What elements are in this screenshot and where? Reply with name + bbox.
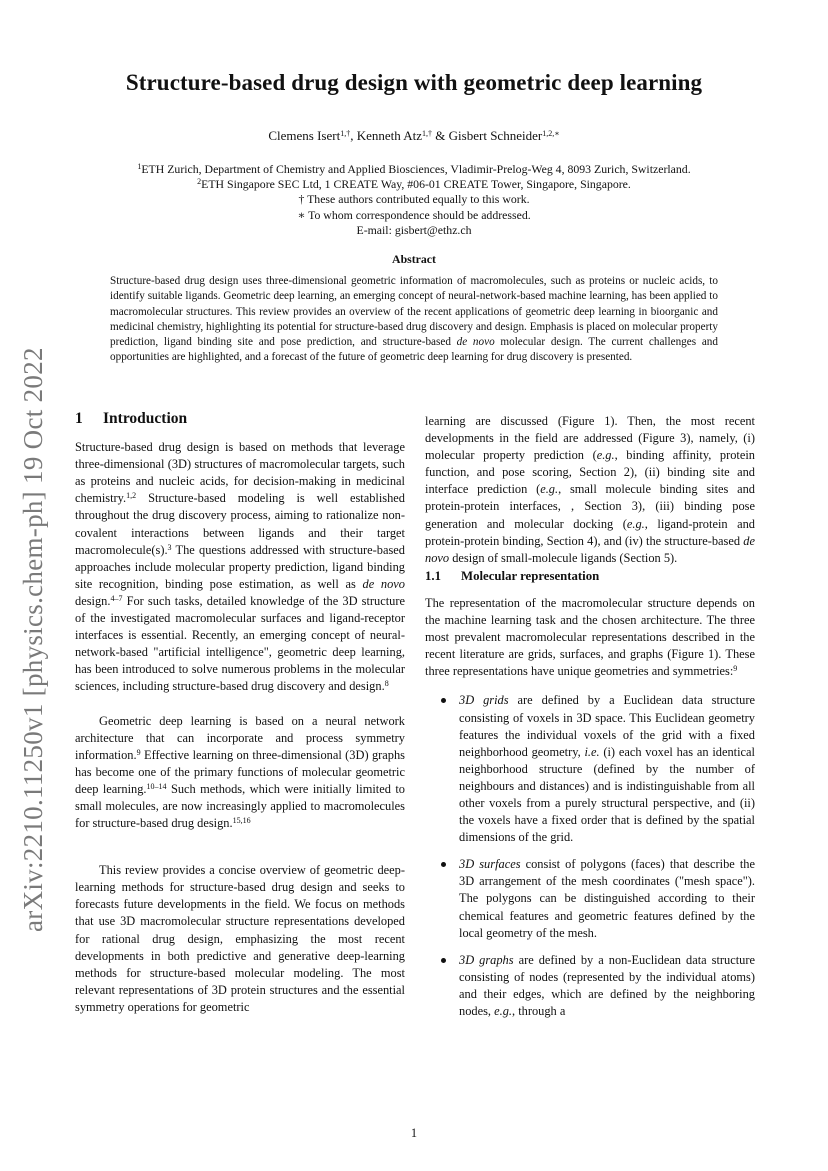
author-name: Clemens Isert — [268, 128, 341, 143]
page-number: 1 — [410, 1126, 418, 1140]
affiliation-1: $^1$ETH Zurich, Department of Chemistry and Applied Biosciences, Vladimir-Prelog-Weg 4, 8093 Zurich, Switzerland. — [137, 162, 691, 176]
author-name: Gisbert Schneider — [448, 128, 543, 143]
author-affiliation-mark: 1,† — [422, 129, 433, 138]
bullet-icon — [441, 698, 446, 703]
intro-paragraph-3-continued: learning are discussed (Figure 1). Then, the most recent developments in the field are addressed (Figure 3), namely, (i) molecular property prediction (e.g., binding affinity, protein function, and pose scoring, Section 2), (ii) binding site and interface prediction (e.g., small molecule binding sites and protein-protein interfaces, , Section 3), (iii) binding pose generation and molecular docking (e.g., ligand-protein and protein-protein binding, Section 4), and (iv) the structure-based de novo design of small-molecule ligands (Section 5). — [425, 414, 756, 565]
arxiv-identifier: arXiv:2210.11250v1 [physics.chem-ph] 19 Oct 2022 — [18, 347, 48, 932]
abstract-body: Structure-based drug design uses three-dimensional geometric information of macromolecules, such as proteins or nucleic acids, to identify suitable ligands. Geometric deep learning, an emerging concept of neural-network-based machine learning, has been applied to macromolecular structures. This review provides an overview of the recent applications of geometric deep learning in bioorganic and medicinal chemistry, highlighting its potential for structure-based drug discovery and design. Emphasis is placed on molecular property prediction, ligand binding site and pose prediction, and structure-based de novo molecular design. The current challenges and opportunities are highlighted, and a forecast of the future of geometric deep learning for drug discovery is presented. — [110, 275, 718, 364]
author-affiliation-mark: 1,2,∗ — [542, 129, 560, 138]
section-heading-introduction: 1 Introduction — [75, 410, 188, 427]
list-item-3d-grids: 3D grids are defined by a Euclidean data structure consisting of voxels in 3D space. This Euclidean geometry features the individual voxels of the grid with a fixed neighborhood geometry, i.e. (i) each voxel has an identical neighborhood structure (defined by the number of neighbours and distances) and is indistinguishable from all other voxels from a purely structural perspective, and (ii) the voxels have a fixed order that is defined by the spatial dimensions of the grid. — [459, 692, 755, 846]
correspondence-note: ∗ To whom correspondence should be addressed. — [297, 207, 531, 222]
contact-email: E-mail: gisbert@ethz.ch — [356, 222, 472, 237]
list-item-3d-graphs: 3D graphs are defined by a non-Euclidean data structure consisting of nodes (represented by the individual atoms) and their edges, which are defined by the neighboring nodes, e.g., through a — [459, 952, 755, 1020]
author-name: Kenneth Atz — [356, 128, 423, 143]
left-column — [75, 410, 405, 1016]
bullet-icon — [441, 862, 446, 867]
author-separator: , — [350, 128, 357, 143]
intro-paragraph-2: Geometric deep learning is based on a neural network architecture that can incorporate and process symmetry information.$^9$ Effective learning on three-dimensional (3D) graphs has become one of the primary functions of molecular geometric deep learning.$^{10-14}$ Such methods, which were initially limited to small molecules, are now increasingly applied to macromolecules for structure-based drug design.$^{15,16}$ — [75, 713, 405, 831]
list-item-3d-surfaces: 3D surfaces consist of polygons (faces) that describe the 3D arrangement of the mesh coordinates ("mesh space"). The polygons can be distinguished according to their chemical features and geometric features defined by the local geometry of the mesh. — [459, 856, 755, 941]
right-column — [425, 413, 755, 1030]
paper-title: Structure-based drug design with geometric deep learning — [125, 70, 703, 95]
intro-paragraph-3: This review provides a concise overview of geometric deep-learning methods for structure-based drug design and seeks to forecasts future developments in the field. We focus on methods that use 3D macromolecular structure representations developed for rational drug design, emphasizing the most recent developments in both predictive and generative deep-learning methods for structure-based molecular modeling. The most relevant representations of 3D protein structures and the essential symmetry operations for geometric — [75, 863, 405, 1014]
intro-paragraph-1: Structure-based drug design is based on methods that leverage three-dimensional (3D) structures of macromolecular targets, such as proteins and nucleic acids, for decision-making in medicinal chemistry.$^{1,2}$ Structure-based modeling is well established throughout the drug discovery process, aiming to rationalize non-covalent interactions between ligands and their target macromolecule(s).$^3$ The questions addressed with structure-based approaches include molecular property prediction, ligand binding site recognition, binding pose estimation, as well as de novo design.$^{4-7}$ For such tasks, detailed knowledge of the 3D structure of the investigated macromolecular surfaces and ligand-receptor interfaces is essential. Recently, an emerging concept of neural-network-based "artificial intelligence", geometric deep learning, has been introduced to solve numerous problems in the molecular sciences, including structure-based drug discovery and design.$^8$ — [75, 440, 405, 694]
equal-contribution-note: † These authors contributed equally to this work. — [298, 192, 530, 207]
bullet-icon — [441, 958, 446, 963]
representation-intro: The representation of the macromolecular structure depends on the machine learning task and the chosen architecture. The three most prevalent macromolecular representations described in the recent literature are grids, surfaces, and graphs (Figure 1). These three representations have unique geometries and symmetries:$^9$ — [425, 595, 755, 679]
author-list — [0, 128, 828, 144]
representation-list — [425, 692, 755, 1020]
affiliations — [0, 162, 828, 238]
abstract-heading: Abstract — [392, 252, 436, 266]
affiliation-2: $^2$ETH Singapore SEC Ltd, 1 CREATE Way, #06-01 CREATE Tower, Singapore, Singapore. — [197, 177, 631, 192]
subsection-heading-molecular-representation: 1.1 Molecular representation — [425, 568, 600, 583]
author-affiliation-mark: 1,† — [340, 129, 351, 138]
author-separator: & — [432, 128, 449, 143]
